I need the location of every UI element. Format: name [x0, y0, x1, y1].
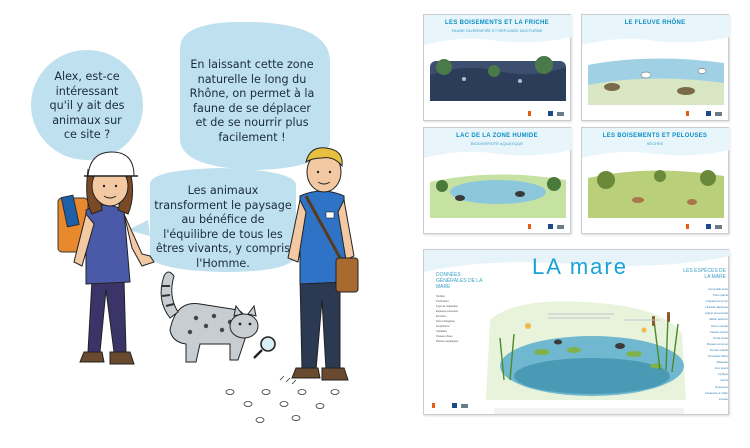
list-item: Dytique [718, 372, 728, 377]
poster-title: LA mare [532, 254, 628, 279]
list-item: Roseau commun [706, 341, 728, 346]
list-item: Nénuphar blanc [708, 354, 728, 359]
list-item: Couleuvre à collier [704, 390, 728, 395]
list-item: Jonc épars [714, 366, 728, 371]
list-item: Martin-pêcheur [709, 317, 728, 322]
panel-subtitle: FAUNE DIVERSIFIÉE ET RÉFUGIÉE NOCTURNE [451, 28, 543, 33]
partner-logos [528, 224, 564, 229]
bubble-text-right: En laissant cette zone naturelle le long du Rhône, on permet à la faune de se déplacer et de se nourrir plus facilement ! [189, 58, 315, 144]
poster-left-list [436, 294, 488, 344]
list-item: Gerris [720, 378, 728, 383]
character-man [288, 148, 358, 380]
list-item: Profondeur [436, 300, 449, 303]
list-item: Entretien [436, 315, 447, 318]
list-item: Héron cendré [711, 323, 728, 328]
partner-logos [686, 111, 722, 116]
list-item: Triton palmé [712, 293, 728, 298]
list-item: Libellules [436, 330, 447, 333]
list-item: Iris des marais [709, 347, 728, 352]
partner-logos [432, 403, 468, 408]
panel-zone-humide[interactable] [423, 127, 571, 234]
poster-right-column [680, 268, 726, 280]
panel-boisements-pelouses[interactable] [581, 127, 729, 234]
poster-left-column [436, 272, 488, 290]
list-item: Notonecte [715, 384, 728, 389]
list-item: Suivi écologique [436, 320, 455, 323]
list-item: Agrion jouvencelle [705, 311, 728, 316]
panel-subtitle: SÈCHES [646, 141, 664, 146]
list-item: Amphibiens [436, 325, 450, 328]
footprints [226, 376, 339, 423]
panel-boisements-friche[interactable] [423, 14, 571, 121]
bubble-text-left: Alex, est-ce intéressant qu'il y ait des animaux sur ce site ? [49, 70, 125, 141]
panel-title: LAC DE LA ZONE HUMIDE [456, 133, 538, 139]
list-item: Oiseaux d'eau [436, 335, 453, 338]
panel-title: LE FLEUVE RHÔNE [624, 20, 686, 26]
poster-right-heading: LES ESPÈCES DE LA MARE [683, 268, 726, 280]
panel-title: LES BOISEMENTS ET PELOUSES [602, 133, 708, 139]
panel-title: LES BOISEMENTS ET LA FRICHE [445, 20, 549, 26]
panel-illustration [582, 15, 730, 122]
wildcat [161, 272, 275, 362]
poster-left-heading: DONNÉES GÉNÉRALES DE LA MARE [436, 272, 483, 290]
list-item: Crapaud commun [705, 299, 728, 304]
character-woman [58, 152, 154, 364]
poster-right-list [688, 286, 728, 402]
partner-logos [686, 224, 722, 229]
list-item: Grenouille verte [708, 287, 728, 291]
list-item: Poule d'eau [713, 335, 728, 340]
panel-fleuve-rhone[interactable] [581, 14, 729, 121]
list-item: Espèces présentes [436, 310, 459, 313]
bubble-text-middle: Les animaux transforment le paysage au bénéfice de l'équilibre de tous les êtres vivants, y compris l'Homme. [154, 184, 292, 270]
list-item: Surface [436, 295, 445, 298]
list-item: Libellule déprimée [705, 305, 728, 310]
list-item: Canard colvert [709, 329, 728, 334]
panel-subtitle: BIODIVERSITÉ AQUATIQUE [470, 141, 524, 146]
list-item: Massette [716, 360, 728, 365]
partner-logos [528, 111, 564, 116]
list-item: Limnée [718, 396, 728, 401]
list-item: Type de végétation [436, 305, 458, 308]
list-item: Plantes aquatiques [436, 340, 459, 343]
